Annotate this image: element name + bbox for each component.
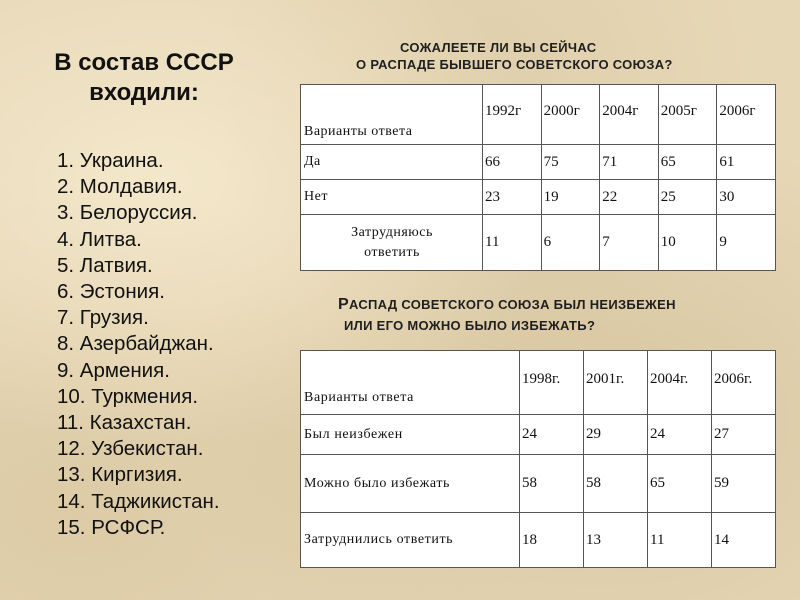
table-cell: 7	[600, 215, 659, 271]
table-cell: 11	[648, 513, 712, 568]
table-cell: 75	[541, 145, 600, 180]
survey1-question-line-2: О РАСПАДЕ БЫВШЕГО СОВЕТСКОГО СОЮЗА?	[356, 57, 673, 72]
table-cell: 30	[717, 180, 776, 215]
table-cell: 9	[717, 215, 776, 271]
table-row	[301, 215, 776, 271]
survey2-question	[330, 296, 790, 333]
survey2-question-initial: Р	[338, 296, 349, 313]
table-cell: 6	[541, 215, 600, 271]
survey1-question	[300, 40, 760, 72]
row-label-line-2: ответить	[364, 244, 420, 260]
table-cell: 29	[584, 415, 648, 455]
list-item: 11. Казахстан.	[57, 411, 192, 435]
table-cell: 59	[712, 455, 776, 513]
list-item: 2. Молдавия.	[57, 175, 183, 199]
row-label: Нет	[301, 180, 483, 215]
table-cell: 22	[600, 180, 659, 215]
list-item: 14. Таджикистан.	[57, 489, 220, 513]
table-header-row	[301, 85, 776, 145]
survey1-table	[300, 84, 776, 271]
table-cell: 10	[658, 215, 717, 271]
header-label: Варианты ответа	[301, 85, 483, 145]
list-item: 3. Белоруссия.	[57, 201, 198, 225]
table-cell: 65	[648, 455, 712, 513]
table-row	[301, 415, 776, 455]
table-cell: 23	[483, 180, 542, 215]
row-label: Можно было избежать	[301, 455, 520, 513]
year-header: 2006г	[717, 85, 776, 145]
list-item: 6. Эстония.	[57, 280, 165, 304]
table-row	[301, 180, 776, 215]
row-label: Затруднились ответить	[301, 513, 520, 568]
table-cell: 58	[584, 455, 648, 513]
table-cell: 14	[712, 513, 776, 568]
table-cell: 19	[541, 180, 600, 215]
table-header-row	[301, 351, 776, 415]
list-item: 5. Латвия.	[57, 253, 153, 277]
table-cell: 65	[658, 145, 717, 180]
year-header: 2006г.	[712, 351, 776, 415]
survey2-question-line-2: ИЛИ ЕГО МОЖНО БЫЛО ИЗБЕЖАТЬ?	[344, 318, 596, 333]
list-item: 1. Украина.	[57, 149, 164, 172]
row-label-line-1: Затрудняюсь	[351, 224, 433, 240]
table-row	[301, 145, 776, 180]
table-cell: 66	[483, 145, 542, 180]
year-header: 1992г	[483, 85, 542, 145]
table-cell: 58	[520, 455, 584, 513]
table-cell: 71	[600, 145, 659, 180]
survey2-table	[300, 350, 776, 568]
table-cell: 24	[648, 415, 712, 455]
table-cell: 24	[520, 415, 584, 455]
row-label: Был неизбежен	[301, 415, 520, 455]
title-line-1: В состав СССР	[54, 49, 234, 76]
year-header: 2004г	[600, 85, 659, 145]
survey2-question-line-1-rest: АСПАД СОВЕТСКОГО СОЮЗА БЫЛ НЕИЗБЕЖЕН	[348, 297, 676, 312]
row-label	[301, 215, 483, 271]
table-row	[301, 513, 776, 568]
table-cell: 18	[520, 513, 584, 568]
page-title	[30, 48, 258, 108]
survey2-question-line-1	[330, 296, 790, 314]
list-item: 9. Армения.	[57, 358, 170, 382]
list-item: 10. Туркмения.	[57, 384, 199, 408]
row-label: Да	[301, 145, 483, 180]
table-cell: 25	[658, 180, 717, 215]
list-item: 8. Азербайджан.	[57, 332, 214, 356]
year-header: 2000г	[541, 85, 600, 145]
year-header: 1998г.	[520, 351, 584, 415]
republics-list	[57, 148, 220, 541]
table-row	[301, 455, 776, 513]
list-item: 4. Литва.	[57, 227, 142, 251]
table-cell: 11	[483, 215, 542, 271]
list-item: 12. Узбекистан.	[57, 437, 204, 461]
survey1-question-line-1: СОЖАЛЕЕТЕ ЛИ ВЫ СЕЙЧАС	[400, 40, 597, 55]
year-header: 2005г	[658, 85, 717, 145]
header-label: Варианты ответа	[301, 351, 520, 415]
list-item: 13. Киргизия.	[57, 463, 183, 487]
year-header: 2001г.	[584, 351, 648, 415]
title-line-2: входили:	[89, 79, 199, 106]
year-header: 2004г.	[648, 351, 712, 415]
list-item: 7. Грузия.	[57, 306, 149, 330]
table-cell: 13	[584, 513, 648, 568]
list-item: 15. РСФСР.	[57, 515, 166, 539]
table-cell: 61	[717, 145, 776, 180]
table-cell: 27	[712, 415, 776, 455]
